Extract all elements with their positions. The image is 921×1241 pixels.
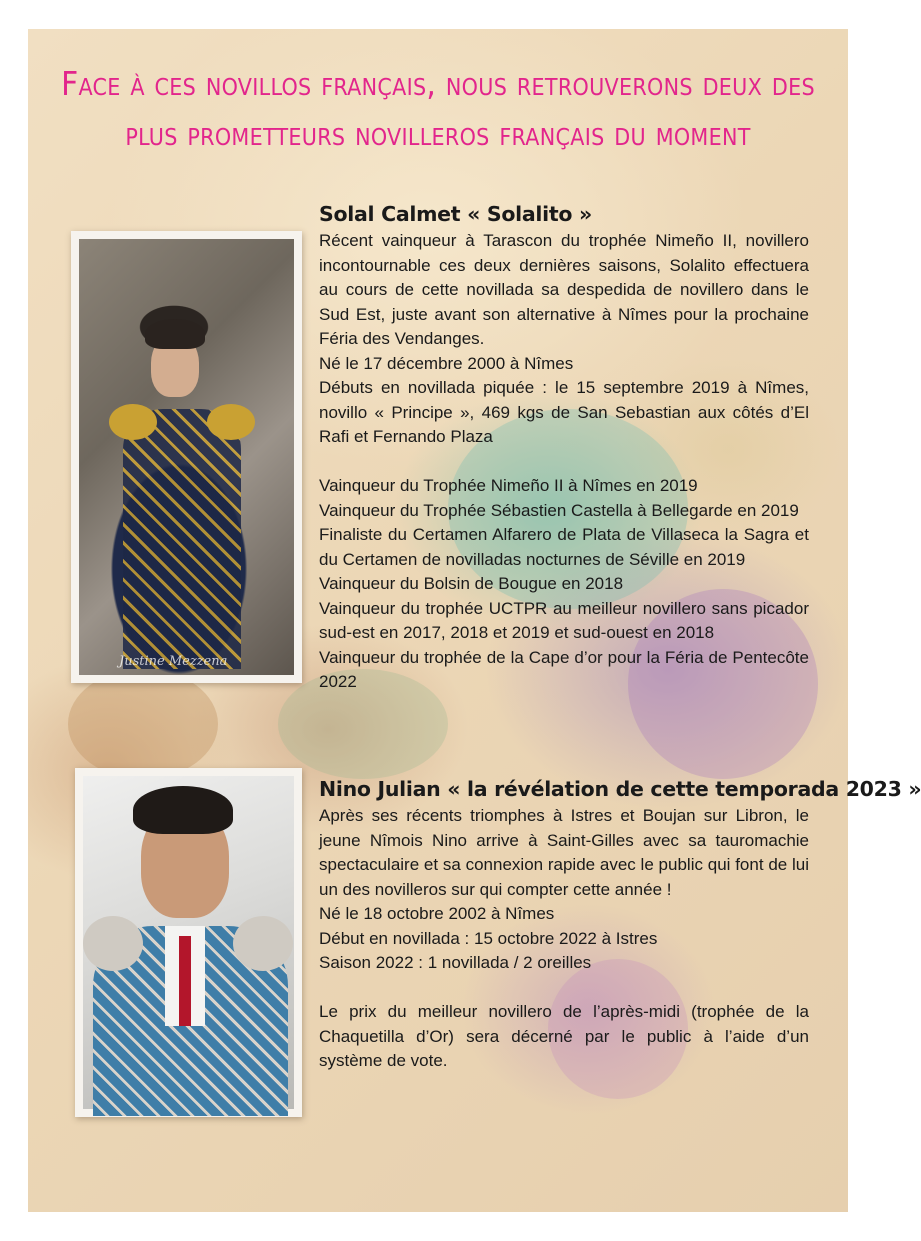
shoulder-ornament bbox=[83, 916, 143, 971]
solal-award: Vainqueur du trophée de la Cape d’or pour la Féria de Pentecôte 2022 bbox=[319, 647, 809, 691]
nino-prize: Le prix du meilleur novillero de l’après-midi (trophée de la Chaquetilla d’Or) sera décerné par le public à l’aide d’un système de vote. bbox=[319, 1002, 809, 1070]
solal-debut: Débuts en novillada piquée : le 15 septembre 2019 à Nîmes, novillo « Principe », 469 kgs de San Sebastian aux côtés d’El Rafi et Fernando Plaza bbox=[319, 378, 809, 446]
solal-title: Solal Calmet « Solalito » bbox=[319, 202, 592, 226]
solal-section bbox=[319, 199, 809, 695]
solal-born: Né le 17 décembre 2000 à Nîmes bbox=[319, 353, 574, 373]
shoulder-ornament bbox=[207, 404, 255, 440]
nino-title: Nino Julian « la révélation de cette temporada 2023 » bbox=[319, 777, 921, 801]
shoulder-ornament bbox=[109, 404, 157, 440]
headline-line-2: plus prometteurs novilleros français du moment bbox=[125, 114, 751, 153]
headline-line-1: Face à ces novillos français, nous retrouverons deux des bbox=[61, 64, 815, 103]
solal-photo-frame bbox=[71, 231, 302, 683]
solal-photo bbox=[79, 239, 294, 675]
hair bbox=[145, 319, 205, 349]
nino-section bbox=[319, 774, 921, 1074]
solal-award: Finaliste du Certamen Alfarero de Plata de Villaseca la Sagra et du Certamen de novilladas nocturnes de Séville en 2019 bbox=[319, 525, 809, 569]
traje-de-luces bbox=[123, 409, 241, 669]
headline bbox=[28, 59, 848, 159]
nino-born: Né le 18 octobre 2002 à Nîmes bbox=[319, 904, 555, 923]
solal-award: Vainqueur du Bolsin de Bougue en 2018 bbox=[319, 574, 624, 593]
photo-signature: Justine Mezzena bbox=[119, 654, 228, 669]
solal-award: Vainqueur du Trophée Nimeño II à Nîmes en 2019 bbox=[319, 476, 698, 495]
nino-season: Saison 2022 : 1 novillada / 2 oreilles bbox=[319, 953, 592, 972]
watercolor-stain bbox=[68, 669, 218, 779]
shoulder-ornament bbox=[233, 916, 293, 971]
spacer bbox=[319, 450, 809, 475]
solal-award: Vainqueur du trophée UCTPR au meilleur novillero sans picador sud-est en 2017, 2018 et 2019 et sud-ouest en 2018 bbox=[319, 598, 809, 642]
nino-photo bbox=[83, 776, 294, 1109]
solal-award: Vainqueur du Trophée Sébastien Castella à Bellegarde en 2019 bbox=[319, 500, 799, 520]
nino-photo-frame bbox=[75, 768, 302, 1117]
solal-intro: Récent vainqueur à Tarascon du trophée Nimeño II, novillero incontournable ces deux dernières saisons, Solalito effectuera au cours de cette novillada sa despedida de novillero dans le Sud Est, juste avant son alternative à Nîmes pour la prochaine Féria des Vendanges. bbox=[319, 231, 809, 348]
nino-intro: Après ses récents triomphes à Istres et Boujan sur Libron, le jeune Nîmois Nino arrive à Saint-Gilles avec sa tauromachie spectaculaire et sa connexion rapide avec le public qui font de lui un des novilleros sur qui compter cette année ! bbox=[319, 806, 809, 899]
red-tie bbox=[179, 936, 191, 1026]
spacer bbox=[319, 976, 809, 1001]
poster-page bbox=[28, 29, 921, 1212]
hair bbox=[133, 786, 233, 834]
nino-debut: Début en novillada : 15 octobre 2022 à Istres bbox=[319, 928, 658, 948]
